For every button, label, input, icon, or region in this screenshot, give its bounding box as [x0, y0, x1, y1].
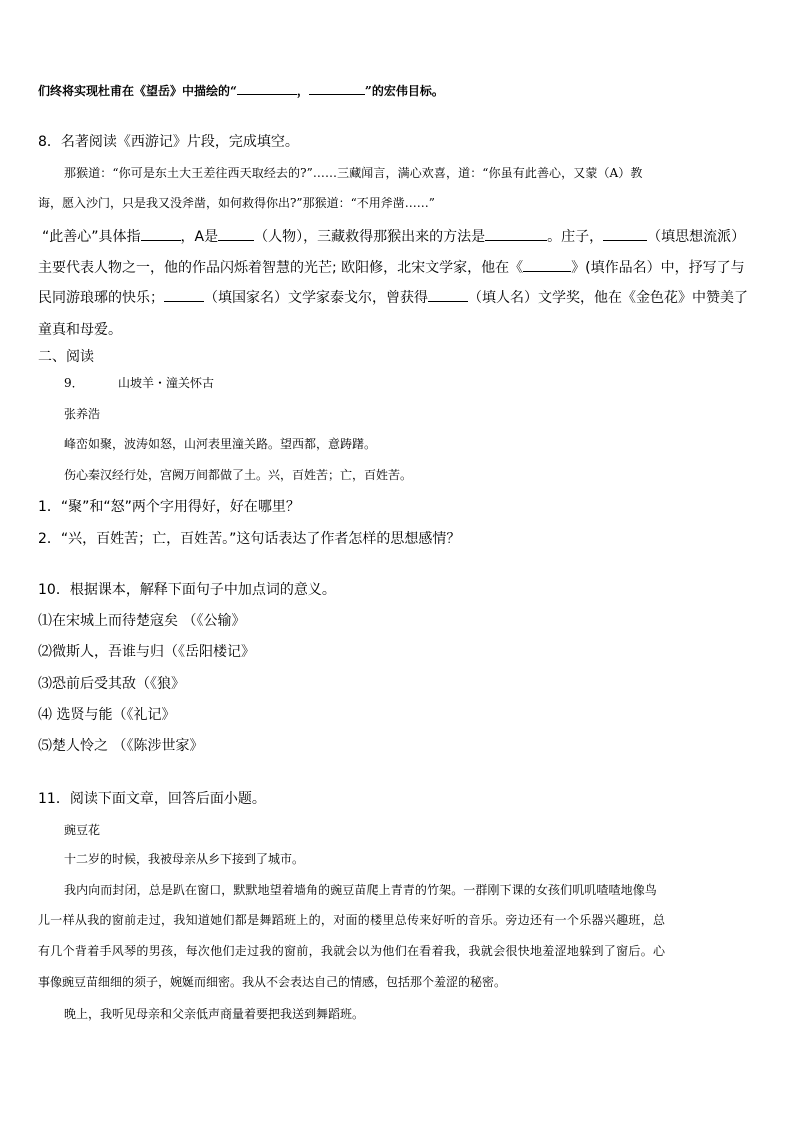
- q8-excerpt-line-2: 诲，愿入沙门，只是我又没斧凿，如何救得你出?”那猴道：“不用斧凿……”: [38, 196, 435, 210]
- essay-title: 豌豆花: [64, 823, 101, 837]
- essay-paragraph-2-line-3: 有几个背着手风琴的男孩，每次他们走过我的窗前，我就会以为他们在看着我，我就会很快地羞涩地躲到了窗后。心: [38, 944, 666, 958]
- essay-paragraph-1: 十二岁的时候，我被母亲从乡下接到了城市。: [64, 852, 305, 866]
- q9-subquestion-2: 2．“兴，百姓苦；亡，百姓苦。”这句话表达了作者怎样的思想感情？: [38, 531, 461, 547]
- fill-blank[interactable]: [237, 94, 297, 95]
- q9-poem-line-1: 峰峦如聚，波涛如怒，山河表里潼关路。望西都，意踌躇。: [64, 437, 377, 451]
- section-heading: 二、阅读: [38, 349, 94, 365]
- q9-poem-line-2: 伤心秦汉经行处，宫阙万间都做了土。兴，百姓苦；亡，百姓苦。: [64, 468, 413, 482]
- fill-blank[interactable]: [218, 240, 254, 241]
- q8-excerpt-line-1: 那猴道：“你可是东土大王差往西天取经去的?”……三藏闻言，满心欢喜，道：“你虽有此善心，又蒙（A）教: [64, 166, 643, 180]
- fill-blank[interactable]: [428, 301, 468, 302]
- q9-poem-title: 山坡羊・潼关怀古: [118, 376, 215, 390]
- q10-item: ⑶恐前后受其敌（《狼》: [38, 676, 185, 692]
- q8-title: 8．名著阅读《西游记》片段，完成填空。: [38, 134, 299, 150]
- fill-blank[interactable]: [603, 240, 647, 241]
- essay-paragraph-2-line-2: 儿一样从我的窗前走过，我知道她们都是舞蹈班上的，对面的楼里总传来好听的音乐。旁边还有一个乐器兴趣班，总: [38, 913, 666, 927]
- essay-paragraph-2-line-4: 事像豌豆苗细细的须子，婉娫而细密。我从不会表达自己的情感，包括那个羞涩的秘密。: [38, 975, 507, 989]
- q8-line-4: 童真和母爱。: [38, 322, 122, 338]
- fill-blank[interactable]: [523, 271, 571, 272]
- q9-subquestion-1: 1．“聚”和“怒”两个字用得好，好在哪里？: [38, 499, 300, 515]
- fill-blank[interactable]: [164, 301, 204, 302]
- q10-item: ⑵微斯人，吾谁与归（《岳阳楼记》: [38, 644, 255, 660]
- q10-title: 10．根据课本，解释下面句子中加点词的意义。: [38, 582, 336, 598]
- q10-item: ⑸楚人怜之 （《陈涉世家》: [38, 738, 204, 754]
- q8-line-3: 民同游琅琊的快乐； （填国家名）文学家泰戈尔，曾获得 （填人名）文学奖，他在《金色花》中赞美了: [38, 290, 748, 306]
- fill-blank[interactable]: [485, 240, 547, 241]
- top-line-pre: 们终将实现杜甫在《望岳》中描绘的“: [38, 84, 237, 98]
- top-line-post: ”的宏伟目标。: [364, 84, 444, 98]
- essay-paragraph-2-line-1: 我内向而封闭，总是趴在窗口，默默地望着墙角的豌豆苗爬上青青的竹架。一群刚下课的女孩们叽叽喳喳地像鸟: [64, 883, 657, 897]
- fill-blank[interactable]: [141, 240, 181, 241]
- top-line: [38, 85, 444, 97]
- q9-author: 张养浩: [64, 407, 101, 421]
- q10-item: ⑷ 选贤与能（《礼记》: [38, 707, 176, 723]
- essay-paragraph-3: 晚上，我听见母亲和父亲低声商量着要把我送到舞蹈班。: [64, 1007, 365, 1021]
- fill-blank[interactable]: [309, 94, 365, 95]
- q8-line-1: “此善心”具体指 ，A是 （人物），三藏救得那猴出来的方法是 。庄子， （填思想流派）: [42, 229, 746, 245]
- q10-item: ⑴在宋城上而待楚寇矣 （《公输》: [38, 613, 246, 629]
- top-line-mid: ，: [296, 84, 309, 98]
- q8-line-2: 主要代表人物之一，他的作品闪烁着智慧的光芒; 欧阳修，北宋文学家，他在《 》(填作品名）中，抒写了与: [38, 260, 745, 276]
- q11-title: 11．阅读下面文章，回答后面小题。: [38, 791, 266, 807]
- q9-number: 9．: [64, 376, 84, 390]
